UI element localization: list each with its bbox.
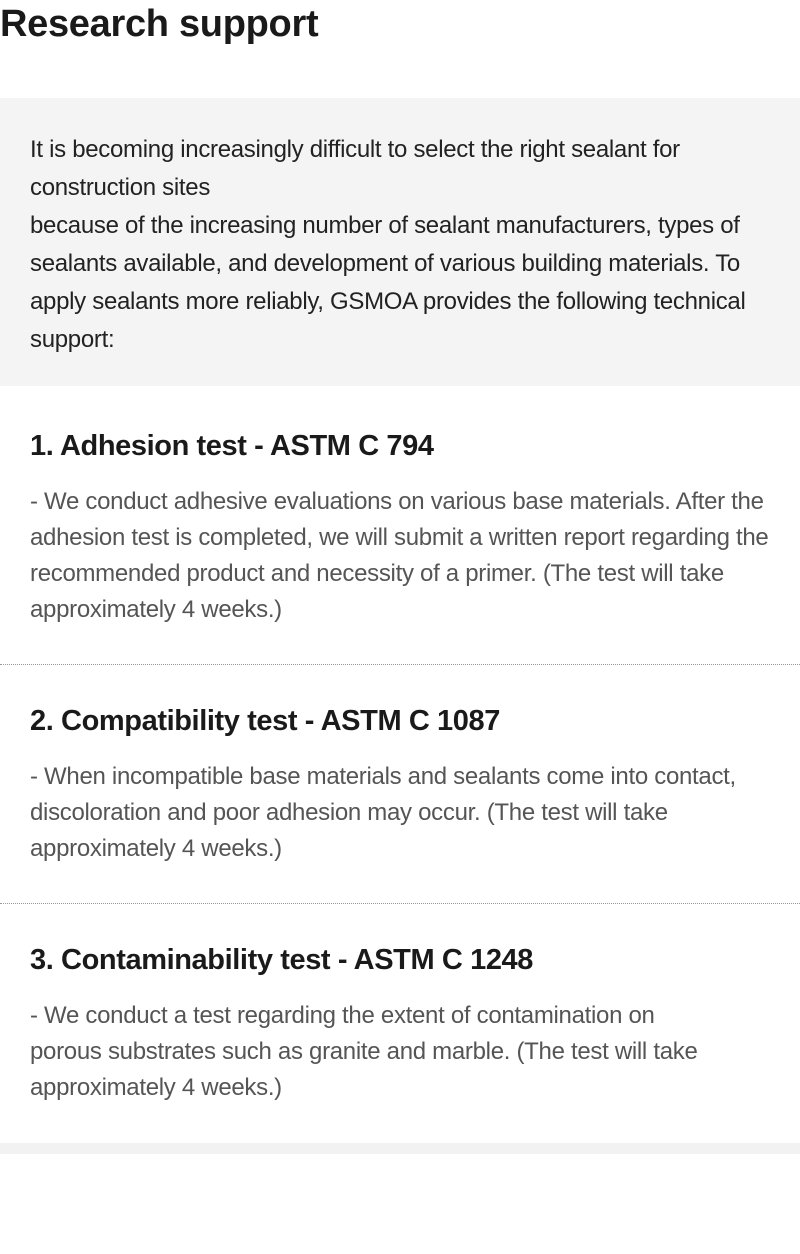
section-contaminability-test bbox=[0, 942, 800, 1106]
intro-line-2: because of the increasing number of sealant manufacturers, types of sealants available, and development of various building materials. To apply sealants more reliably, GSMOA provides the following technical support: bbox=[30, 212, 746, 353]
intro-box bbox=[0, 98, 800, 386]
section-heading: 3. Contaminability test - ASTM C 1248 bbox=[30, 944, 534, 976]
section-adhesion-test bbox=[0, 428, 800, 628]
section-divider bbox=[0, 664, 800, 665]
section-compatibility-test bbox=[0, 703, 800, 867]
page-title: Research support bbox=[0, 3, 319, 45]
section-body: - When incompatible base materials and sealants come into contact, discoloration and poor adhesion may occur. (The test will take approximately 4 weeks.) bbox=[30, 763, 736, 862]
bottom-bar bbox=[0, 1143, 800, 1154]
intro-line-1: It is becoming increasingly difficult to select the right sealant for construction sites bbox=[30, 136, 680, 201]
section-heading: 2. Compatibility test - ASTM C 1087 bbox=[30, 705, 500, 737]
section-divider bbox=[0, 903, 800, 904]
section-heading: 1. Adhesion test - ASTM C 794 bbox=[30, 430, 434, 462]
section-body: - We conduct adhesive evaluations on various base materials. After the adhesion test is completed, we will submit a written report regarding the recommended product and necessity of a primer. (The test will take approximately 4 weeks.) bbox=[30, 488, 769, 623]
section-body: - We conduct a test regarding the extent of contamination on porous substrates such as granite and marble. (The test will take approximately 4 weeks.) bbox=[30, 1002, 698, 1101]
intro-text bbox=[30, 131, 770, 359]
